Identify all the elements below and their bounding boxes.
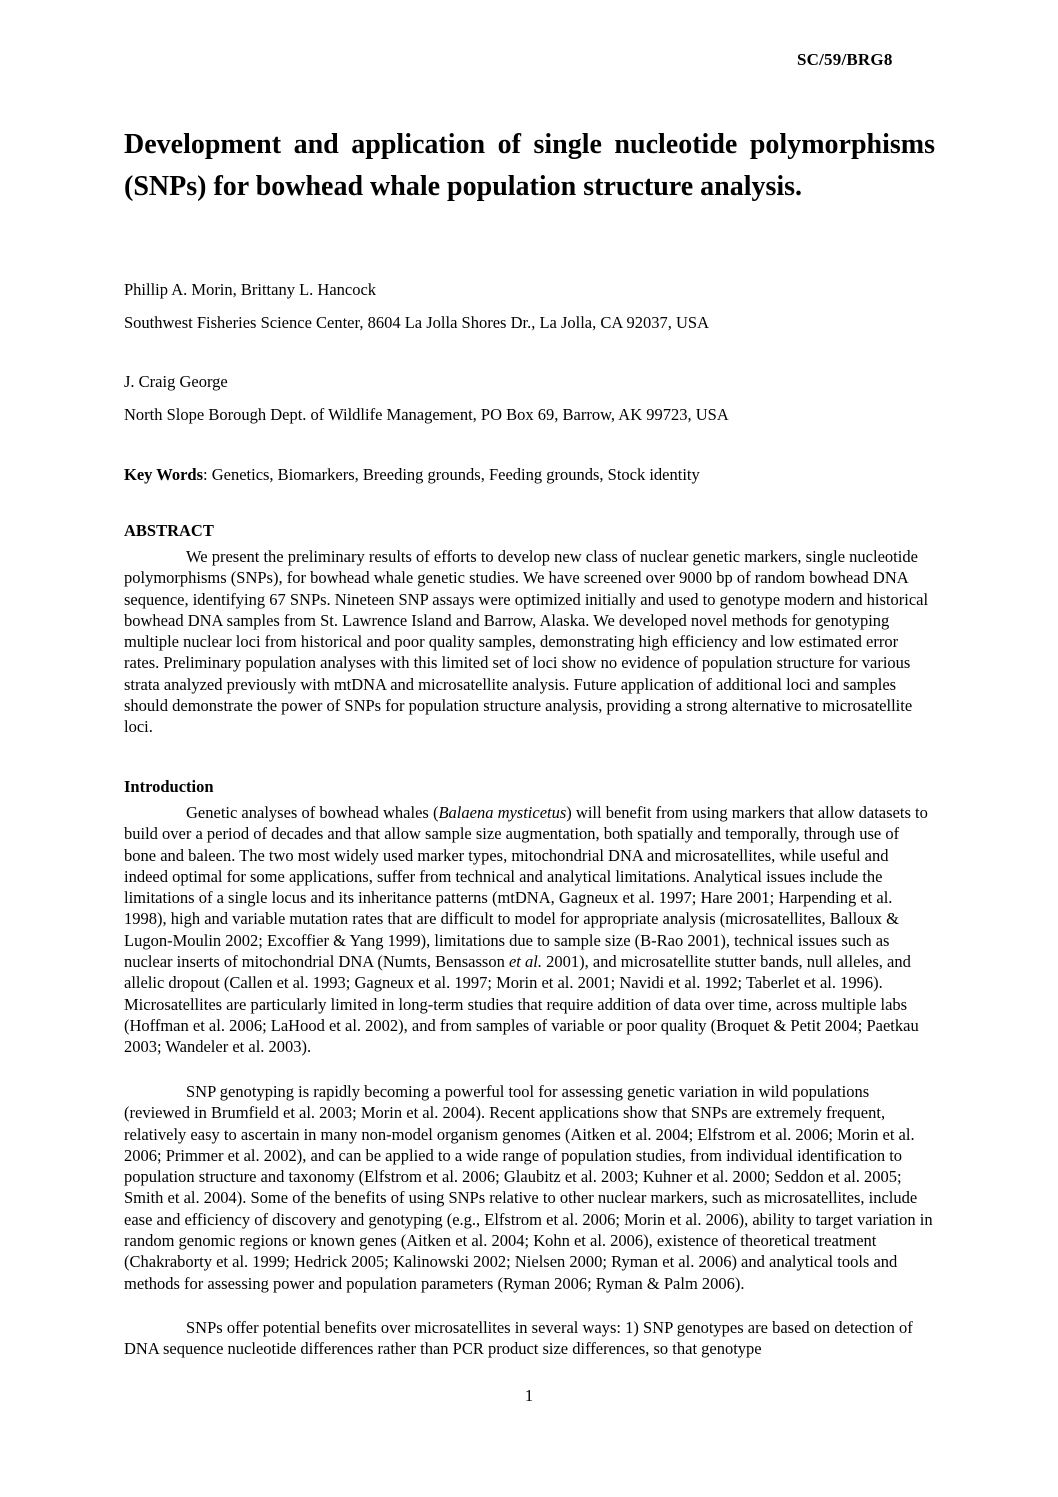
- abstract-paragraph: We present the preliminary results of efforts to develop new class of nuclear genetic markers, single nucleotide polymorphisms (SNPs), for bowhead whale genetic studies. We have screened over 9000 bp of random bowhead DNA sequence, identifying 67 SNPs. Nineteen SNP assays were optimized initially and used to genotype modern and historical bowhead DNA samples from St. Lawrence Island and Barrow, Alaska. We developed novel methods for genotyping multiple nuclear loci from historical and poor quality samples, demonstrating high efficiency and low estimated error rates. Preliminary population analyses with this limited set of loci show no evidence of population structure for various strata analyzed previously with mtDNA and microsatellite analysis. Future application of additional loci and samples should demonstrate the power of SNPs for population structure analysis, providing a strong alternative to microsatellite loci.: [124, 547, 929, 737]
- paragraph-text: ) will benefit from using markers that allow datasets to build over a period of decades and that allow sample size augmentation, both spatially and temporally, through use of bone and baleen. The two most widely used marker types, mitochondrial DNA and microsatellites, while useful and indeed optimal for some applications, suffer from technical and analytical limitations. Analytical issues include the limitations of a single locus and its inheritance patterns (mtDNA, Gagneux et al. 1997; Hare 2001; Harpending et al. 1998), high and variable mutation rates that are difficult to model for appropriate analysis (microsatellites, Balloux & Lugon-Moulin 2002; Excoffier & Yang 1999), limitations due to sample size (B-Rao 2001), technical issues such as nuclear inserts of mitochondrial DNA (Numts, Bensasson: [124, 803, 928, 972]
- introduction-paragraph-1: [124, 802, 935, 1058]
- author-names: J. Craig George: [124, 372, 228, 391]
- author-block-1: [124, 279, 935, 334]
- paragraph-text: Genetic analyses of bowhead whales (: [186, 803, 439, 822]
- author-affiliation: Southwest Fisheries Science Center, 8604 La Jolla Shores Dr., La Jolla, CA 92037, USA: [124, 313, 710, 333]
- introduction-paragraph-2: SNP genotyping is rapidly becoming a powerful tool for assessing genetic variation in wild populations (reviewed in Brumfield et al. 2003; Morin et al. 2004). Recent applications show that SNPs are extremely frequent, relatively easy to ascertain in many non-model organism genomes (Aitken et al. 2004; Elfstrom et al. 2006; Morin et al. 2006; Primmer et al. 2002), and can be applied to a wide range of population studies, from individual identification to population structure and taxonomy (Elfstrom et al. 2006; Glaubitz et al. 2003; Kuhner et al. 2000; Seddon et al. 2005; Smith et al. 2004). Some of the benefits of using SNPs relative to other nuclear markers, such as microsatellites, include ease and efficiency of discovery and genotyping (e.g., Elfstrom et al. 2006; Morin et al. 2006), ability to target variation in random genomic regions or known genes (Aitken et al. 2004; Kohn et al. 2006), existence of theoretical treatment (Chakraborty et al. 1999; Hedrick 2005; Kalinowski 2002; Nielsen 2000; Ryman et al. 2006) and analytical tools and methods for assessing power and population parameters (Ryman 2006; Ryman & Palm 2006).: [124, 1082, 933, 1293]
- species-name: Balaena mysticetus: [438, 803, 567, 822]
- keywords-label: Key Words: [124, 465, 203, 484]
- et-al-italic: et al.: [508, 952, 542, 972]
- page-number: 1: [524, 1386, 534, 1405]
- paper-title: Development and application of single nucleotide polymorphisms (SNPs) for bowhead whale population structure analysis.: [124, 129, 935, 202]
- author-block-2: [124, 371, 935, 426]
- paragraph-text: 2001), and microsatellite stutter bands, null alleles, and allelic dropout (Callen et al. 1993; Gagneux et al. 1997; Morin et al. 2001; Navidi et al. 1992; Taberlet et al. 1996). Microsatellites are particularly limited in long-term studies that require addition of data over time, across multiple labs (Hoffman et al. 2006; LaHood et al. 2002), and from samples of variable or poor quality (Broquet & Petit 2004; Paetkau 2003; Wandeler et al. 2003).: [124, 952, 919, 1057]
- document-code: SC/59/BRG8: [797, 50, 893, 69]
- introduction-heading: Introduction: [124, 777, 214, 796]
- author-names: Phillip A. Morin, Brittany L. Hancock: [124, 280, 377, 299]
- keywords-text: : Genetics, Biomarkers, Breeding grounds, Feeding grounds, Stock identity: [203, 465, 700, 484]
- author-affiliation: North Slope Borough Dept. of Wildlife Management, PO Box 69, Barrow, AK 99723, USA: [124, 405, 729, 425]
- keywords-line: [124, 464, 935, 485]
- abstract-heading: ABSTRACT: [124, 521, 214, 540]
- introduction-paragraph-3: SNPs offer potential benefits over microsatellites in several ways: 1) SNP genotypes are based on detection of DNA sequence nucleotide differences rather than PCR product size differences, so that genotype: [124, 1318, 913, 1359]
